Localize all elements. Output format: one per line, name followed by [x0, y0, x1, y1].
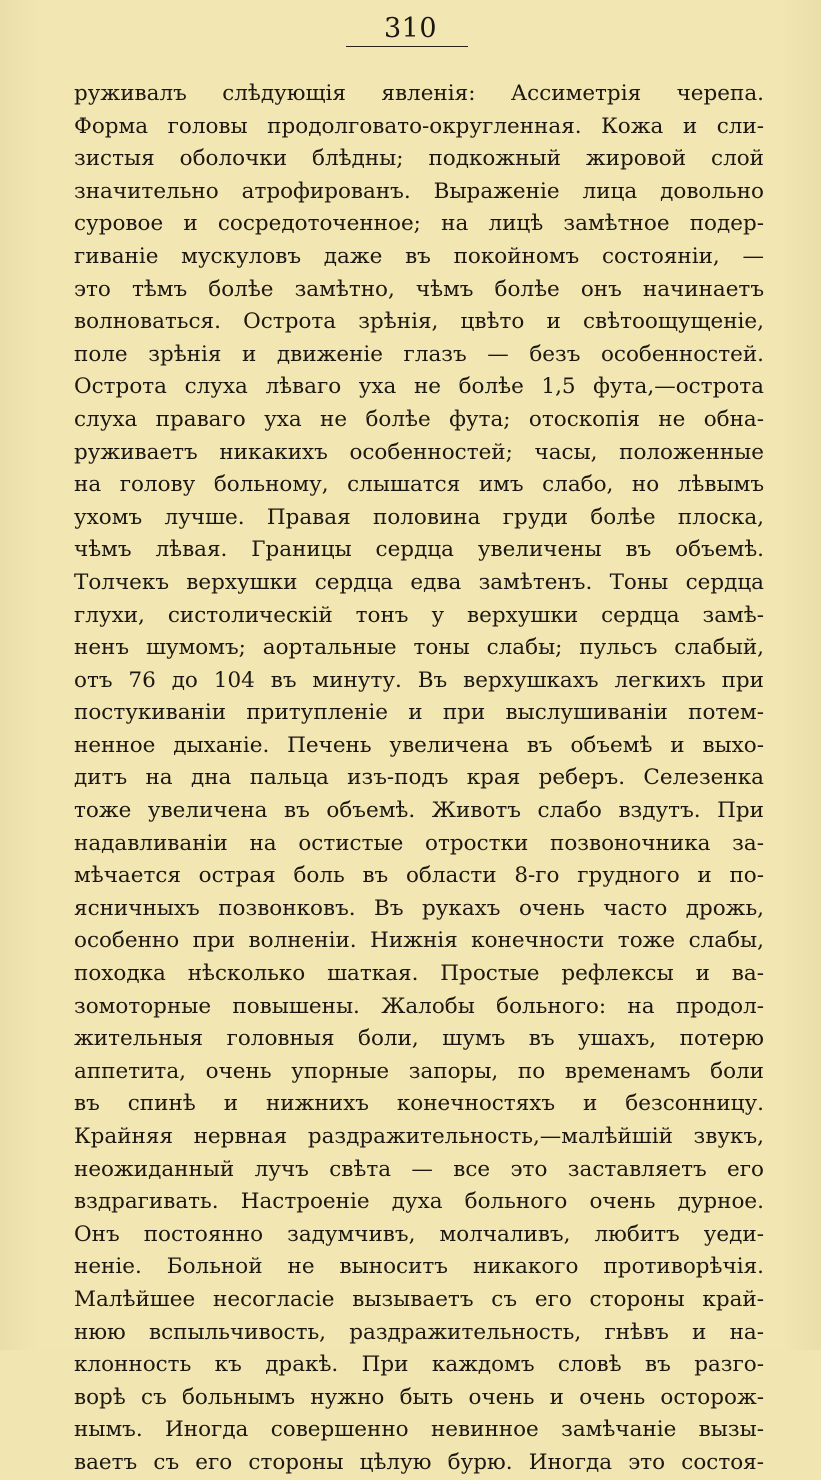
text-line: аппетита, очень упорные запоры, по временамъ боли [74, 1058, 764, 1084]
text-line: отъ 76 до 104 въ минуту. Въ верхушкахъ легкихъ при [74, 667, 764, 693]
text-line: надавливаніи на остистые отростки позвоночника за- [74, 830, 764, 856]
text-line: глухи, систолическій тонъ у верхушки сердца замѣ- [74, 602, 764, 628]
text-line: зистыя оболочки блѣдны; подкожный жировой слой [74, 146, 764, 172]
header-rule [346, 46, 468, 47]
body-text [74, 78, 764, 1480]
text-line: ненъ шумомъ; аортальные тоны слабы; пульсъ слабый, [74, 635, 764, 661]
text-line: нюю вспыльчивость, раздражительность, гнѣвъ и на- [74, 1319, 764, 1345]
text-line: ясничныхъ позвонковъ. Въ рукахъ очень часто дрожь, [74, 895, 764, 921]
text-line: значительно атрофированъ. Выраженіе лица довольно [74, 178, 764, 204]
text-line: поле зрѣнія и движеніе глазъ — безъ особенностей. [74, 341, 764, 367]
text-line: клонность къ дракѣ. При каждомъ словѣ въ разго- [74, 1352, 764, 1378]
text-line: это тѣмъ болѣе замѣтно, чѣмъ болѣе онъ начинаетъ [74, 276, 764, 302]
text-line: ухомъ лучше. Правая половина груди болѣе плоска, [74, 504, 764, 530]
text-line: Онъ постоянно задумчивъ, молчаливъ, любитъ уеди- [74, 1221, 764, 1247]
text-line: ненное дыханіе. Печень увеличена въ объемѣ и выхо- [74, 732, 764, 758]
text-line: зомоторные повышены. Жалобы больного: на продол- [74, 993, 764, 1019]
text-line: Крайняя нервная раздражительность,—малѣйшій звукъ, [74, 1124, 764, 1149]
text-line: руживаетъ никакихъ особенностей; часы, положенные [74, 439, 764, 465]
text-line: Малѣйшее несогласіе вызываетъ съ его стороны край- [74, 1286, 764, 1312]
text-line: въ спинѣ и нижнихъ конечностяхъ и безсонницу. [74, 1091, 764, 1117]
text-line: чѣмъ лѣвая. Границы сердца увеличены въ объемѣ. [74, 537, 764, 563]
text-line: постукиваніи притупленіе и при выслушиваніи потем- [74, 700, 764, 726]
text-line: нымъ. Иногда совершенно невинное замѣчаніе вызы- [74, 1417, 764, 1443]
text-line: вздрагивать. Настроеніе духа больного очень дурное. [74, 1189, 764, 1215]
text-line: мѣчается острая боль въ области 8-го грудного и по- [74, 863, 764, 889]
text-line: ваетъ съ его стороны цѣлую бурю. Иногда это состоя- [74, 1449, 764, 1475]
text-line: особенно при волненіи. Нижнія конечности тоже слабы, [74, 928, 764, 954]
text-line: руживалъ слѣдующія явленія: Ассиметрія черепа. [74, 81, 764, 106]
text-line: Острота слуха лѣваго уха не болѣе 1,5 фута,—острота [74, 374, 764, 400]
text-line: ворѣ съ больнымъ нужно быть очень и очень осторож- [74, 1384, 764, 1410]
text-line: суровое и сосредоточенное; на лицѣ замѣтное подер- [74, 211, 764, 237]
text-line: слуха праваго уха не болѣе фута; отоскопія не обна- [74, 406, 764, 432]
page-header [0, 14, 821, 44]
text-line: тоже увеличена въ объемѣ. Животъ слабо вздутъ. При [74, 798, 764, 824]
page-number: 310 [383, 13, 438, 44]
text-line: волноваться. Острота зрѣнія, цвѣто и свѣтоощущеніе, [74, 309, 764, 335]
text-line: неніе. Больной не выноситъ никакого противорѣчія. [74, 1254, 764, 1280]
text-line: Толчекъ верхушки сердца едва замѣтенъ. Тоны сердца [74, 569, 764, 595]
text-line: гиваніе мускуловъ даже въ покойномъ состояніи, — [74, 243, 764, 269]
text-line: неожиданный лучъ свѣта — все это заставляетъ его [74, 1156, 764, 1182]
text-line: Форма головы продолговато-округленная. Кожа и сли- [74, 113, 764, 139]
text-line: дитъ на дна пальца изъ-подъ края реберъ. Селезенка [74, 765, 764, 791]
text-line: на голову больному, слышатся имъ слабо, но лѣвымъ [74, 472, 764, 498]
text-line: жительныя головныя боли, шумъ въ ушахъ, потерю [74, 1026, 764, 1052]
text-line: походка нѣсколько шаткая. Простые рефлексы и ва- [74, 961, 764, 987]
